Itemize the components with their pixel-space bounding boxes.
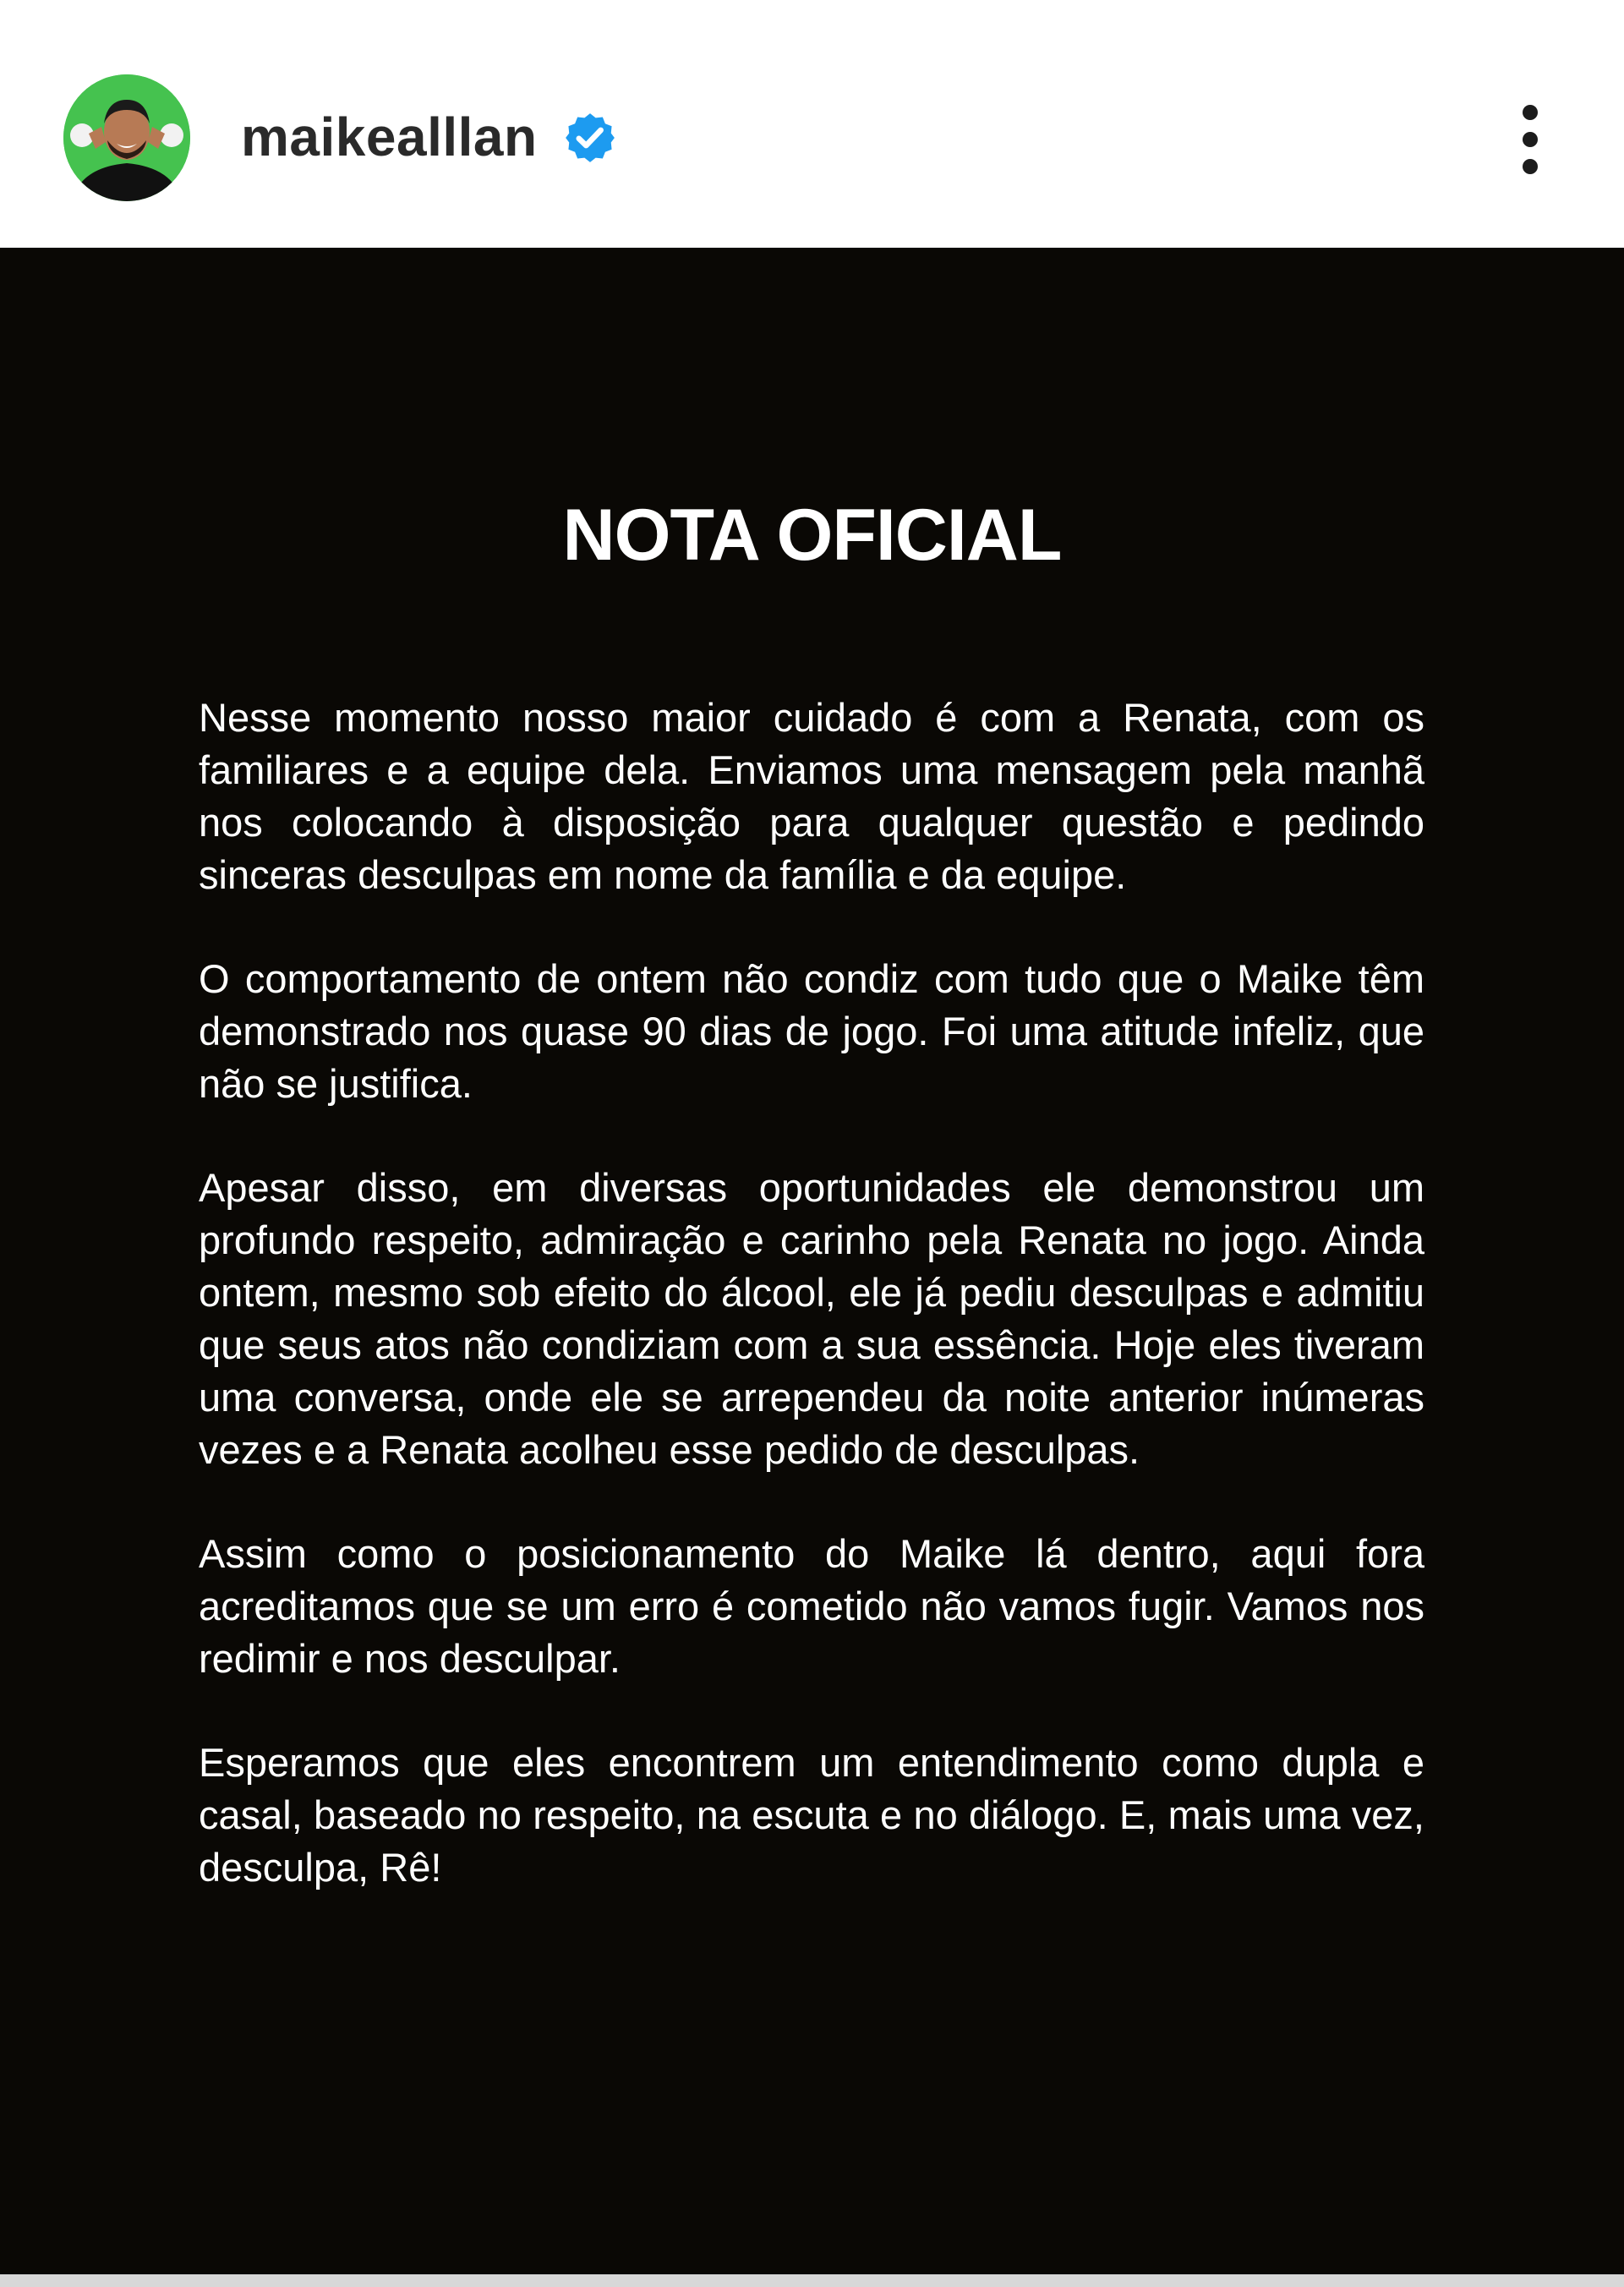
post-header <box>0 0 1624 248</box>
more-options-button[interactable] <box>1505 100 1556 179</box>
avatar-image <box>63 74 190 201</box>
username[interactable]: maikealllan <box>241 107 538 167</box>
more-vertical-icon-dot <box>1523 159 1538 174</box>
paragraph-4: Assim como o posicionamento do Maike lá dentro, aqui fora acreditamos que se um erro é cometido não vamos fugir. Vamos nos redimir e nos desculpar. <box>199 1531 1424 1681</box>
paragraph-2: O comportamento de ontem não condiz com tudo que o Maike têm demonstrado nos quase 90 dias de jogo. Foi uma atitude infeliz, que não se justifica. <box>199 956 1424 1106</box>
paragraph-1: Nesse momento nosso maior cuidado é com a Renata, com os familiares e a equipe dela. Enviamos uma mensagem pela manhã nos colocando à disposição para qualquer questão e pedindo sinceras desculpas em nome da família e da equipe. <box>199 695 1424 897</box>
post-title: NOTA OFICIAL <box>562 495 1062 576</box>
bottom-divider <box>0 2274 1624 2287</box>
more-vertical-icon-dot <box>1523 132 1538 147</box>
profile-avatar[interactable] <box>63 74 190 201</box>
post-image[interactable] <box>0 248 1624 2270</box>
verified-badge-icon <box>562 110 618 166</box>
more-vertical-icon <box>1523 105 1538 120</box>
paragraph-5: Esperamos que eles encontrem um entendimento como dupla e casal, baseado no respeito, na escuta e no diálogo. E, mais uma vez, desculpa, Rê! <box>199 1740 1424 1890</box>
paragraph-3: Apesar disso, em diversas oportunidades ele demonstrou um profundo respeito, admiração e carinho pela Renata no jogo. Ainda ontem, mesmo sob efeito do álcool, ele já pediu desculpas e admitiu que seus atos não condiziam com a sua essência. Hoje eles tiveram uma conversa, onde ele se arrependeu da noite anterior inúmeras vezes e a Renata acolheu esse pedido de desculpas. <box>199 1165 1424 1472</box>
post-body <box>199 692 1424 1945</box>
